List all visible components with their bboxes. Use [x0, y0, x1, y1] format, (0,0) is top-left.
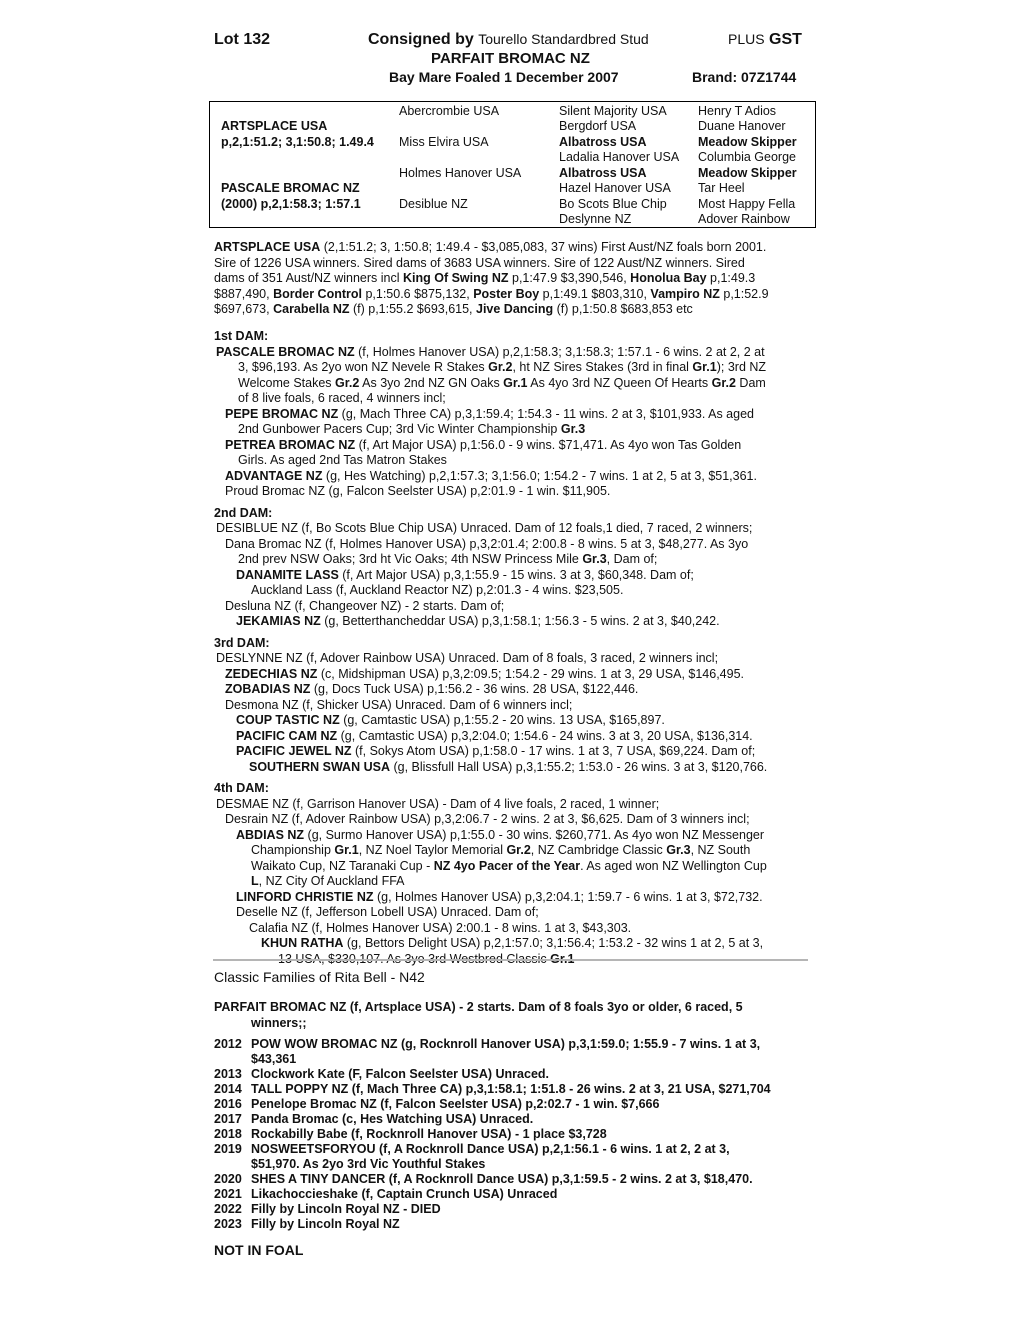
progeny-details: Likachoccieshake (f, Captain Crunch USA) Unraced — [251, 1187, 558, 1201]
pedigree-gen4: Columbia George — [698, 150, 796, 164]
pedigree-gen3: Hazel Hanover USA — [559, 181, 671, 195]
progeny-year: 2018 — [214, 1127, 242, 1141]
pedigree-gen3: Deslynne NZ — [559, 212, 632, 226]
dam3-heading: 3rd DAM: — [214, 635, 270, 650]
pedigree-sire-record: p,2,1:51.2; 3,1:50.8; 1.49.4 — [221, 135, 374, 149]
dam1-heading: 1st DAM: — [214, 329, 269, 343]
pedigree-gen2: Abercrombie USA — [399, 104, 500, 118]
pedigree-gen4: Most Happy Fella — [698, 197, 796, 211]
pedigree-gen4: Duane Hanover — [698, 119, 786, 133]
pedigree-table — [209, 101, 816, 228]
progeny-list: PARFAIT BROMAC NZ (f, Artsplace USA) - 2 starts. Dam of 8 foals 3yo or older, 6 raced, 5 winners;; 2012 POW WOW BROMAC NZ (g, Rocknroll Hanover USA) p,3,1:59.0; 1:55.9 - 7 wins. 1 at 3, $43,361 2013 Clockwork Kate (F, Falcon Seelster USA) Unraced. 2014 TALL POPPY NZ (f, Mach Three CA) p,3,1:58.1; 1:51.8 - 26 wins. 2 at 3, 21 USA, $271,704 2016 Penelope Bromac NZ (f, Falcon Seelster USA) p,2:02.7 - 1 win. $7,666 2017 Panda Bromac (c, Hes Watching USA) Unraced. 2018 Rockabilly Babe (f, Rocknroll Hanover USA) - 1 place $3,728 2019 NOSWEETSFORYOU (f, A Rocknroll Dance USA) p,2,1:56.1 - 6 wins. 1 at 2, 2 at 3, $51,970. As 2yo 3rd Vic Youthful Stakes 2020 SHES A TINY DANCER (f, A Rocknroll Dance USA) p,3,1:59.5 - 2 wins. 2 at 3, $18,470. 2021 Likachoccieshake (f, Captain Crunch USA) Unraced 2022 Filly by Lincoln Royal NZ - DIED 2023 Filly by Lincoln Royal NZ — [214, 1000, 814, 1232]
horse-name: PARFAIT BROMAC NZ — [431, 50, 590, 67]
progeny-row — [214, 1202, 814, 1217]
pedigree-sire: ARTSPLACE USA — [221, 119, 328, 133]
progeny-details: TALL POPPY NZ (f, Mach Three CA) p,3,1:58.1; 1:51.8 - 26 wins. 2 at 3, 21 USA, $271,704 — [251, 1082, 771, 1096]
pedigree-gen2: Miss Elvira USA — [399, 135, 489, 149]
pedigree-gen4: Meadow Skipper — [698, 166, 797, 180]
pedigree-gen2: Desiblue NZ — [399, 197, 468, 211]
progeny-row — [214, 1217, 814, 1232]
progeny-details: SHES A TINY DANCER (f, A Rocknroll Dance USA) p,3,1:59.5 - 2 wins. 2 at 3, $18,470. — [251, 1172, 753, 1186]
progeny-year: 2020 — [214, 1172, 242, 1186]
family-title: Classic Families of Rita Bell - N42 — [214, 969, 425, 985]
family-intro: PARFAIT BROMAC NZ (f, Artsplace USA) - 2 starts. Dam of 8 foals 3yo or older, 6 raced, 5 — [214, 1000, 743, 1014]
progeny-row — [214, 1037, 814, 1067]
pedigree-gen4: Meadow Skipper — [698, 135, 797, 149]
progeny-row — [214, 1142, 814, 1172]
progeny-details: Filly by Lincoln Royal NZ - DIED — [251, 1202, 441, 1216]
pedigree-gen3: Albatross USA — [559, 135, 647, 149]
female-family: 1st DAM: PASCALE BROMAC NZ (f, Holmes Hanover USA) p,2,1:58.3; 3,1:58.3; 1:57.1 - 6 wins. 2 at 2, 2 at 3, $96,193. As 2yo won NZ Nevele R Stakes Gr.2, ht NZ Sires Stakes (3rd in final Gr.1); 3rd NZ Welcome Stakes Gr.2 As 3yo 2nd NZ GN Oaks Gr.1 As 4yo 3rd NZ Queen Of Hearts Gr.2 Dam of 8 live foals, 6 raced, 4 winners incl; PEPE BROMAC NZ (g, Mach Three CA) p,3,1:59.4; 1:54.3 - 11 wins. 2 at 3, $101,933. As aged 2nd Gunbower Pacers Cup; 3rd Vic Winter Championship Gr.3 PETREA BROMAC NZ (f, Art Major USA) p,1:56.0 - 9 wins. $71,471. As 4yo won Tas Golden Girls. As aged 2nd Tas Matron Stakes ADVANTAGE NZ (g, Hes Watching) p,2,1:57.3; 3,1:56.0; 1:54.2 - 7 wins. 1 at 2, 5 at 3, $51,361. Proud Bromac NZ (g, Falcon Seelster USA) p,2:01.9 - 1 win. $11,905. 2nd DAM: DESIBLUE NZ (f, Bo Scots Blue Chip USA) Unraced. Dam of 12 foals,1 died, 7 raced, 2 winners; Dana Bromac NZ (f, Holmes Hanover USA) p,3,2:01.4; 2:00.8 - 8 wins. 5 at 3, $48,277. As 3yo 2nd prev NSW Oaks; 3rd ht Vic Oaks; 4th NSW Princess Mile Gr.3, Dam of; DANAMITE LASS (f, Art Major USA) p,3,1:55.9 - 15 wins. 3 at 3, $60,348. Dam of; Auckland Lass (f, Auckland Reactor NZ) p,2:01.3 - 4 wins. $23,505. Desluna NZ (f, Changeover NZ) - 2 starts. Dam of; JEKAMIAS NZ (g, Betterthancheddar USA) p,3,1:58.1; 1:56.3 - 5 wins. 2 at 3, $40,242. 3rd DAM: DESLYNNE NZ (f, Adover Rainbow USA) Unraced. Dam of 8 foals, 3 raced, 2 winners incl; ZEDECHIAS NZ (c, Midshipman USA) p,3,2:09.5; 1:54.2 - 29 wins. 1 at 3, 29 USA, $146,495. ZOBADIAS NZ (g, Docs Tuck USA) p,1:56.2 - 36 wins. 28 USA, $122,446. Desmona NZ (f, Shicker USA) Unraced. Dam of 6 winners incl; COUP TASTIC NZ (g, Camtastic USA) p,1:55.2 - 20 wins. 13 USA, $165,897. PACIFIC CAM NZ (g, Camtastic USA) p,3,2:04.0; 1:54.6 - 24 wins. 3 at 3, 20 USA, $136,314. PACIFIC JEWEL NZ (f, Sokys Atom USA) p,1:58.0 - 17 wins. 1 at 3, 7 USA, $69,224. Dam of; SOUTHERN SWAN USA (g, Blissfull Hall USA) p,3,1:55.2; 1:53.0 - 26 wins. 3 at 3, $120,766. 4th DAM: DESMAE NZ (f, Garrison Hanover USA) - Dam of 4 live foals, 2 raced, 1 winner; Desrain NZ (f, Adover Rainbow USA) p,3,2:06.7 - 2 wins. 2 at 3, $6,625. Dam of 3 winners incl; ABDIAS NZ (g, Surmo Hanover USA) p,1:55.0 - 30 wins. $260,771. As 4yo won NZ Messenger Championship Gr.1, NZ Noel Taylor Memorial Gr.2, NZ Cambridge Classic Gr.3, NZ South Waikato Cup, NZ Taranaki Cup - NZ 4yo Pacer of the Year. As aged won NZ Wellington Cup L, NZ City Of Auckland FFA LINFORD CHRISTIE NZ (g, Holmes Hanover USA) p,3,2:04.1; 1:59.7 - 6 wins. 1 at 3, $72,732. Deselle NZ (f, Jefferson Lobell USA) Unraced. Dam of; Calafia NZ (f, Holmes Hanover USA) 2:00.1 - 8 wins. 1 at 3, $43,303. KHUN RATHA (g, Bettors Delight USA) p,2,1:57.0; 3,1:56.4; 1:53.2 - 32 wins 1 at 2, 5 at 3, — [214, 323, 809, 967]
progeny-details: Penelope Bromac NZ (f, Falcon Seelster USA) p,2:02.7 - 1 win. $7,666 — [251, 1097, 660, 1111]
pedigree-gen4: Henry T Adios — [698, 104, 777, 118]
pedigree-gen2: Holmes Hanover USA — [399, 166, 522, 180]
pedigree-dam-record: (2000) p,2,1:58.3; 1:57.1 — [221, 197, 361, 211]
progeny-details: POW WOW BROMAC NZ (g, Rocknroll Hanover USA) p,3,1:59.0; 1:55.9 - 7 wins. 1 at 3, $43,361 — [251, 1037, 761, 1066]
plus-label: PLUS — [728, 31, 765, 47]
progeny-details: Panda Bromac (c, Hes Watching USA) Unraced. — [251, 1112, 534, 1126]
sire-summary: ARTSPLACE USA (2,1:51.2; 3, 1:50.8; 1:49.4 - $3,085,083, 37 wins) First Aust/NZ foals born 2001. Sire of 1226 USA winners. Sired dams of 3683 USA winners. Sire of 122 Aust/NZ winners. Sired dams of 351 Aust/NZ winners incl King Of Swing NZ p,1:47.9 $3,390,546, Honolua Bay p,1:49.3 $887,490, Border Control p,1:50.6 $875,132, Poster Boy p,1:49.1 $803,310, Vampiro NZ p,1:52.9 $697,673, Carabella NZ (f) p,1:55.2 $693,615, Jive Dancing (f) p,1:50.8 $683,853 etc — [214, 240, 769, 316]
pedigree-gen4: Tar Heel — [698, 181, 745, 195]
pedigree-dam: PASCALE BROMAC NZ — [221, 181, 360, 195]
progeny-details: NOSWEETSFORYOU (f, A Rocknroll Dance USA) p,2,1:56.1 - 6 wins. 1 at 2, 2 at 3, $51,970. As 2yo 3rd Vic Youthful Stakes — [251, 1142, 730, 1171]
progeny-row — [214, 1082, 814, 1097]
progeny-year: 2016 — [214, 1097, 242, 1111]
progeny-row — [214, 1127, 814, 1142]
progeny-row — [214, 1187, 814, 1202]
progeny-year: 2017 — [214, 1112, 242, 1126]
pedigree-gen3: Silent Majority USA — [559, 104, 667, 118]
progeny-row — [214, 1097, 814, 1112]
gst-note — [728, 31, 802, 49]
progeny-year: 2023 — [214, 1217, 242, 1231]
progeny-row — [214, 1067, 814, 1082]
gst-label: GST — [769, 31, 802, 48]
progeny-year: 2014 — [214, 1082, 242, 1096]
progeny-details: Filly by Lincoln Royal NZ — [251, 1217, 400, 1231]
consigned-label: Consigned by — [368, 31, 474, 48]
pedigree-gen3: Albatross USA — [559, 166, 647, 180]
pedigree-gen3: Bo Scots Blue Chip — [559, 197, 667, 211]
pedigree-gen3: Ladalia Hanover USA — [559, 150, 680, 164]
dam2-heading: 2nd DAM: — [214, 505, 273, 520]
foal-status: NOT IN FOAL — [214, 1242, 304, 1258]
brand-number: Brand: 07Z1744 — [692, 69, 797, 85]
progeny-row — [214, 1112, 814, 1127]
lot-number: Lot 132 — [214, 31, 271, 48]
progeny-year: 2019 — [214, 1142, 242, 1156]
progeny-year: 2013 — [214, 1067, 242, 1081]
progeny-details: Rockabilly Babe (f, Rocknroll Hanover USA) - 1 place $3,728 — [251, 1127, 607, 1141]
dam4-heading: 4th DAM: — [214, 781, 269, 795]
progeny-year: 2022 — [214, 1202, 242, 1216]
progeny-details: Clockwork Kate (F, Falcon Seelster USA) Unraced. — [251, 1067, 550, 1081]
consignor-line — [368, 31, 649, 49]
progeny-row — [214, 1172, 814, 1187]
pedigree-gen4: Adover Rainbow — [698, 212, 790, 226]
pedigree-gen3: Bergdorf USA — [559, 119, 637, 133]
foaling-info: Bay Mare Foaled 1 December 2007 — [389, 69, 619, 85]
section-divider — [213, 959, 808, 961]
consignor-name: Tourello Standardbred Stud — [478, 31, 649, 47]
progeny-year: 2012 — [214, 1037, 242, 1051]
progeny-year: 2021 — [214, 1187, 242, 1201]
